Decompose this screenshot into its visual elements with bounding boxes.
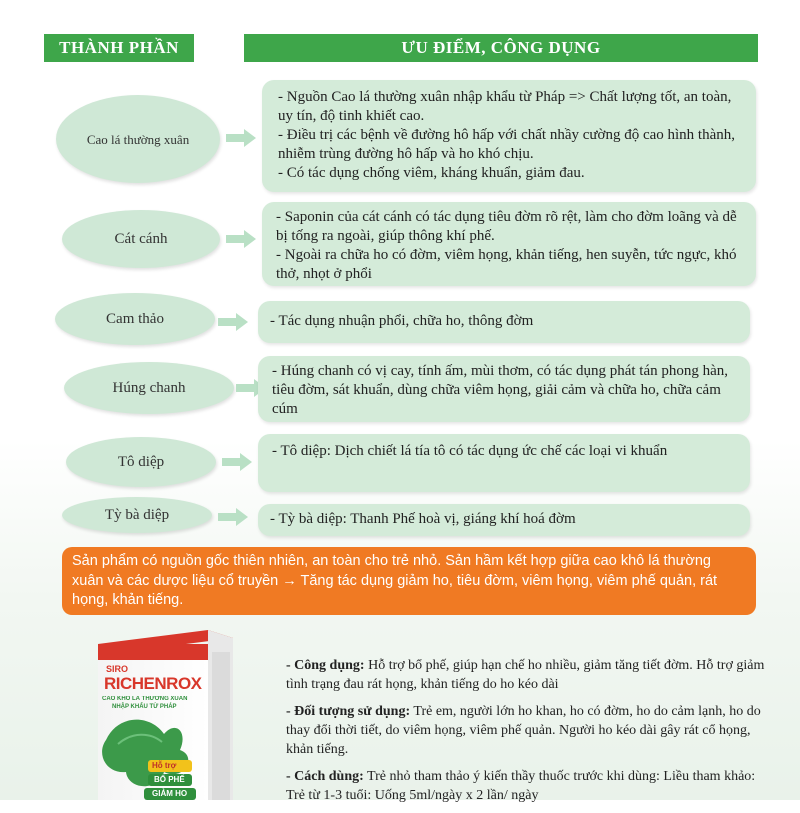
benefit-box <box>262 80 756 192</box>
info-label: - Đối tượng sử dụng: <box>286 704 411 719</box>
benefit-line: - Tỳ bà diệp: Thanh Phế hoà vị, giáng khí hoá đờm <box>270 511 576 527</box>
product-sub1: CAO KHÔ LÁ THƯỜNG XUÂN <box>102 696 188 702</box>
benefit-line: - Tô diệp: Dịch chiết lá tía tô có tác dụng ức chế các loại vi khuẩn <box>272 443 668 459</box>
info-text: Hỗ trợ bổ phế, giúp hạn chế ho nhiều, giảm tăng tiết đờm. Hỗ trợ giảm tình trạng đau rát họng, khản tiếng do ho kéo dài <box>286 658 765 692</box>
benefit-line: - Ngoài ra chữa ho có đờm, viêm họng, khản tiếng, hen suyễn, tức ngực, khó thở, nhọt ở phổi <box>276 247 737 282</box>
info-target <box>286 702 776 759</box>
ingredient-oval <box>66 437 216 487</box>
ingredient-label: Cam thảo <box>106 310 164 327</box>
product-badge-lung: BỔ PHẾ <box>154 775 185 784</box>
benefit-line: - Tác dụng nhuận phổi, chữa ho, thông đờm <box>270 313 534 329</box>
summary-banner <box>62 547 756 615</box>
ingredient-oval <box>62 210 220 268</box>
product-brand: RICHENROX <box>104 674 202 693</box>
ingredient-oval <box>56 95 220 183</box>
info-label: - Cách dùng: <box>286 769 364 784</box>
ingredient-oval <box>62 497 212 533</box>
benefit-box <box>258 356 750 422</box>
ingredient-oval <box>64 362 234 414</box>
benefit-box <box>258 504 750 536</box>
arrow-right-icon <box>226 129 256 147</box>
benefit-box <box>258 434 750 492</box>
product-image <box>88 622 238 800</box>
ingredient-label: Húng chanh <box>112 379 186 396</box>
benefit-line: - Saponin của cát cánh có tác dụng tiêu đờm rõ rệt, làm cho đờm loãng và dễ bị tống ra ngoài, giúp thông khí phế. <box>276 209 737 244</box>
info-text: Trẻ em, người lớn ho khan, ho có đờm, ho do cảm lạnh, ho do thay đổi thời tiết, do viêm họng, viêm phế quản. Người ho kéo dài gây rát cổ họng, khản tiếng. <box>286 704 761 757</box>
info-dosage <box>286 767 776 805</box>
ingredient-oval <box>55 293 215 345</box>
arrow-right-icon <box>218 313 248 331</box>
ingredient-label: Tỳ bà diệp <box>104 506 170 523</box>
ingredient-label: Cao lá thường xuân <box>86 131 190 147</box>
product-label-siro: SIRO <box>106 664 129 674</box>
info-text: Trẻ nhỏ tham thảo ý kiến thầy thuốc trước khi dùng: Liều tham khảo: Trẻ từ 1-3 tuổi: Uống 5ml/ngày x 2 lần/ ngày <box>286 769 756 803</box>
benefit-line: - Có tác dụng chống viêm, kháng khuẩn, giảm đau. <box>278 165 585 181</box>
header-benefits: ƯU ĐIỂM, CÔNG DỤNG <box>244 34 758 62</box>
header-ingredients: THÀNH PHẦN <box>44 34 194 62</box>
product-badge-support: Hỗ trợ <box>152 761 177 770</box>
summary-text: Sản phẩm có nguồn gốc thiên nhiên, an toàn cho trẻ nhỏ. Sản hầm kết hợp giữa cao khô lá thường xuân và các dược liệu cổ truyền → Tăng tác dụng giảm ho, tiêu đờm, viêm họng, viêm phế quản, rát họng, khản tiếng. <box>72 553 718 608</box>
benefit-box <box>262 202 756 286</box>
benefit-line: - Điều trị các bệnh về đường hô hấp với chất nhầy cường độ cao hình thành, nhiễm trùng đường hô hấp và ho khó chịu. <box>278 127 736 162</box>
product-info <box>286 656 776 813</box>
product-box-graphic <box>88 622 238 800</box>
product-sub2: NHẬP KHẨU TỪ PHÁP <box>112 704 177 710</box>
benefit-line: - Húng chanh có vị cay, tính ấm, mùi thơm, có tác dụng phát tán phong hàn, tiêu đờm, sát khuẩn, dùng chữa viêm họng, giải cảm và chữa ho, chữa cảm cúm <box>272 363 729 417</box>
benefit-box <box>258 301 750 343</box>
arrow-right-icon <box>226 230 256 248</box>
ingredient-label: Tô diệp <box>117 453 165 470</box>
info-usage <box>286 656 776 694</box>
ingredient-label: Cát cánh <box>114 230 168 247</box>
info-label: - Công dụng: <box>286 658 365 673</box>
product-badge-cough: GIẢM HO <box>152 789 188 798</box>
arrow-right-icon <box>218 508 248 526</box>
arrow-right-icon <box>222 453 252 471</box>
benefit-line: - Nguồn Cao lá thường xuân nhập khẩu từ Pháp => Chất lượng tốt, an toàn, uy tín, độ tinh khiết cao. <box>278 89 732 124</box>
